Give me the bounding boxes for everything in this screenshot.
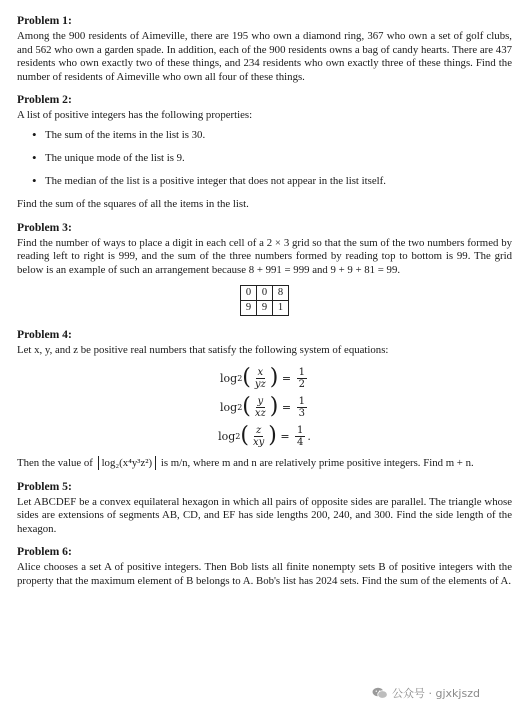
- outro-start: Then the value of: [17, 456, 93, 469]
- problem-intro: Let x, y, and z be positive real numbers that satisfy the following system of equations:: [17, 344, 389, 357]
- grid-cell: 1: [273, 301, 289, 316]
- grid-cell: 9: [241, 301, 257, 316]
- problem-6: [17, 545, 512, 588]
- fraction-denominator: 4: [297, 436, 304, 448]
- fraction-numerator: z: [255, 424, 262, 436]
- fraction-denominator: 2: [298, 378, 305, 390]
- watermark-text: 公众号 · gjxkjszd: [392, 687, 480, 700]
- problem-1: [17, 14, 512, 84]
- problem-2: [17, 93, 512, 211]
- grid-cell: 9: [257, 301, 273, 316]
- fraction-denominator: 3: [298, 407, 305, 419]
- log-label: log: [220, 371, 238, 385]
- problem-title: Problem 3:: [17, 220, 72, 234]
- equation: log 2 ( $\frac{z}{xy}$ ) = $\frac{1}{4}$ .: [218, 423, 311, 449]
- example-grid: [240, 285, 289, 316]
- problem-text: Among the 900 residents of Aimeville, there are 195 who own a diamond ring, 367 who own a set of golf clubs, and 562 who own a garden spade. In addition, each of the 900 residents owns a bag of candy hearts. There are 437 residents who own exactly two of these things, and 234 residents who own exactly three of these things. Find the number of residents of Aimeville who own all four of these things.: [17, 30, 512, 83]
- problem-title: Problem 6:: [17, 545, 72, 559]
- grid-cell: 0: [241, 286, 257, 301]
- problem-text: Find the number of ways to place a digit in each cell of a 2 × 3 grid so that the sum of the two numbers formed by reading left to right is 999, and the sum of the three numbers formed by reading top to bottom is 99. The grid below is an example of such an arrangement because 8 + 991 = 999 and 9 + 9 + 81 = 99.: [17, 236, 512, 276]
- fraction-denominator: xy: [252, 436, 265, 448]
- list-item: • The unique mode of the list is 9.: [17, 152, 512, 165]
- problem-title: Problem 5:: [17, 479, 72, 493]
- log-label: log: [220, 400, 238, 414]
- equation-end: .: [307, 429, 311, 443]
- problem-title: Problem 2:: [17, 93, 72, 107]
- problem-outro: Find the sum of the squares of all the items in the list.: [17, 197, 249, 210]
- fraction-numerator: y: [257, 395, 264, 407]
- fraction-denominator: xz: [254, 407, 266, 419]
- fraction-denominator: yz: [254, 378, 266, 390]
- log-base: 2: [237, 373, 243, 383]
- problem-4: [17, 328, 512, 470]
- property-list: [17, 129, 512, 188]
- fraction-numerator: 1: [298, 395, 305, 407]
- grid-cell: 8: [273, 286, 289, 301]
- equation-system: [17, 364, 512, 451]
- problem-page: [17, 14, 512, 598]
- grid-cell: 0: [257, 286, 273, 301]
- problem-outro: [17, 457, 512, 471]
- abs-expression: log₂(x⁴y³z²): [98, 456, 157, 470]
- fraction-numerator: 1: [298, 366, 305, 378]
- fraction-numerator: 1: [297, 424, 304, 436]
- problem-text: Alice chooses a set A of positive integers. Then Bob lists all finite nonempty sets B of positive integers with the property that the maximum element of B belongs to A. Bob's list has 2024 sets. Find the sum of the elements of A.: [17, 561, 512, 587]
- problem-intro: A list of positive integers has the following properties:: [17, 109, 253, 122]
- wechat-icon: [372, 687, 388, 699]
- problem-text: Let ABCDEF be a convex equilateral hexagon in which all pairs of opposite sides are parallel. The triangle whose sides are extensions of segments AB, CD, and EF has side lengths 200, 240, and 300. Find the side length of the hexagon.: [17, 495, 512, 535]
- problem-title: Problem 1:: [17, 14, 72, 27]
- log-label: log: [218, 429, 236, 443]
- problem-title: Problem 4:: [17, 328, 72, 342]
- list-item: • The median of the list is a positive integer that does not appear in the list itself.: [17, 175, 512, 188]
- outro-end: is m/n, where m and n are relatively prime positive integers. Find m + n.: [160, 456, 474, 469]
- log-base: 2: [237, 402, 243, 412]
- log-base: 2: [235, 431, 241, 441]
- equation: log 2 ( $\frac{y}{xz}$ ) = $\frac{1}{3}$: [220, 394, 305, 420]
- problem-5: [17, 480, 512, 537]
- list-item: • The sum of the items in the list is 30.: [17, 129, 512, 142]
- problem-3: [17, 221, 512, 317]
- watermark: [372, 685, 480, 701]
- equation: log 2 ( $\frac{x}{yz}$ ) = $\frac{1}{2}$: [220, 365, 305, 391]
- fraction-numerator: x: [257, 366, 264, 378]
